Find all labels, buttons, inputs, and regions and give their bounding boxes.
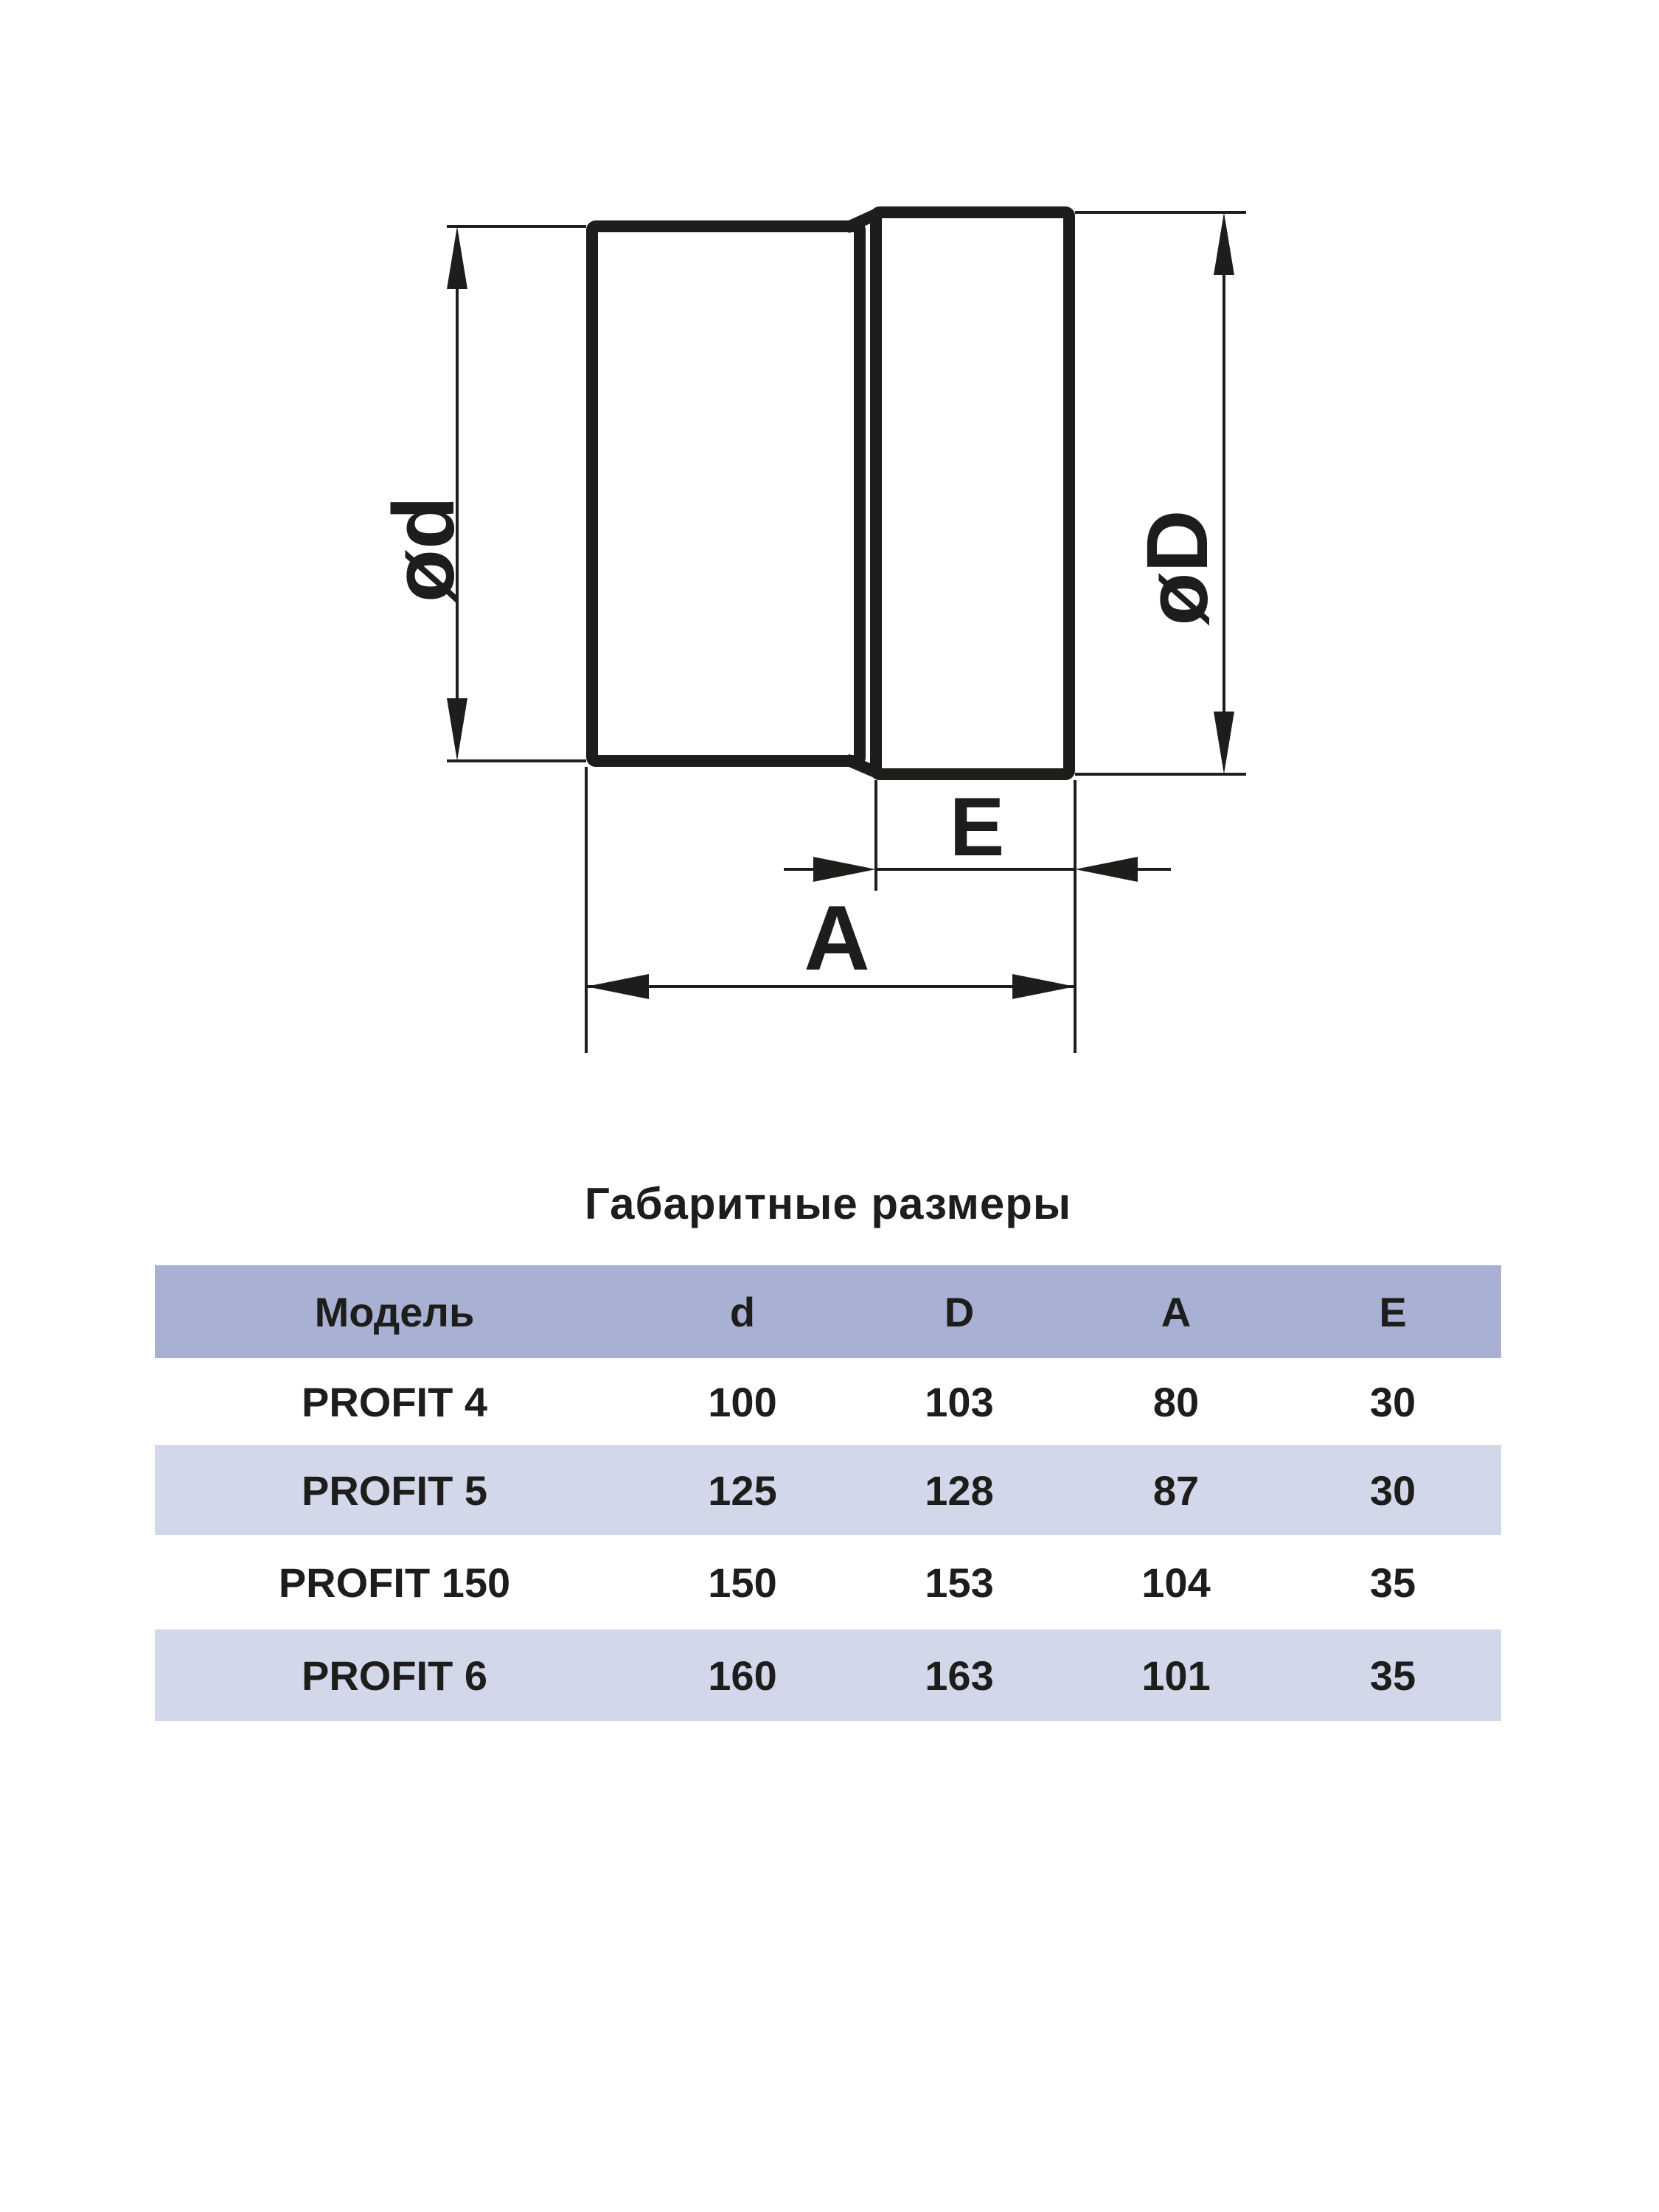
E-cell: 35	[1369, 1652, 1416, 1699]
A-cell: 104	[1141, 1559, 1211, 1606]
column-header-model: Модель	[314, 1288, 475, 1335]
oD-label: øD	[1129, 509, 1226, 626]
table-row	[155, 1445, 1501, 1535]
A-cell: 80	[1152, 1378, 1200, 1425]
e-label: E	[949, 781, 1005, 873]
column-header-d: d	[729, 1288, 756, 1335]
column-header-A: A	[1161, 1288, 1192, 1335]
A-cell: 87	[1152, 1467, 1200, 1514]
a-label: A	[804, 888, 870, 990]
E-cell: 35	[1369, 1559, 1416, 1606]
model-cell: PROFIT 5	[301, 1467, 488, 1514]
D-cell: 103	[925, 1378, 994, 1425]
E-cell: 30	[1369, 1467, 1416, 1514]
oD-dimension	[1075, 212, 1246, 774]
oD-arrow-up	[1214, 212, 1234, 275]
E-cell: 30	[1369, 1378, 1416, 1425]
D-cell: 153	[925, 1559, 994, 1606]
od-arrow-down	[447, 698, 467, 761]
a-arrow-left	[586, 974, 649, 999]
od-label: ød	[375, 495, 473, 603]
e-arrow-left	[813, 857, 876, 882]
od-arrow-up	[447, 226, 467, 289]
od-dimension	[447, 226, 586, 761]
D-cell: 163	[925, 1652, 994, 1699]
D-cell: 128	[925, 1467, 994, 1514]
a-arrow-right	[1012, 974, 1075, 999]
table-row	[155, 1538, 1501, 1627]
model-cell: PROFIT 150	[278, 1559, 511, 1606]
d-cell: 150	[708, 1559, 777, 1606]
d-cell: 100	[708, 1378, 777, 1425]
column-header-E: E	[1379, 1288, 1407, 1335]
size-table	[155, 1265, 1501, 1721]
e-arrow-right	[1075, 857, 1138, 882]
table-title: Габаритные размеры	[584, 1179, 1072, 1228]
column-header-D: D	[944, 1288, 975, 1335]
table-row	[155, 1361, 1501, 1442]
model-cell: PROFIT 6	[301, 1652, 488, 1699]
body-outline	[592, 226, 860, 761]
model-cell: PROFIT 4	[301, 1378, 488, 1425]
oD-arrow-down	[1214, 712, 1234, 774]
table-row	[155, 1630, 1501, 1721]
table-header-row	[155, 1265, 1501, 1358]
A-cell: 101	[1141, 1652, 1211, 1699]
d-cell: 160	[708, 1652, 777, 1699]
sleeve-outline	[876, 212, 1069, 774]
d-cell: 125	[708, 1467, 777, 1514]
